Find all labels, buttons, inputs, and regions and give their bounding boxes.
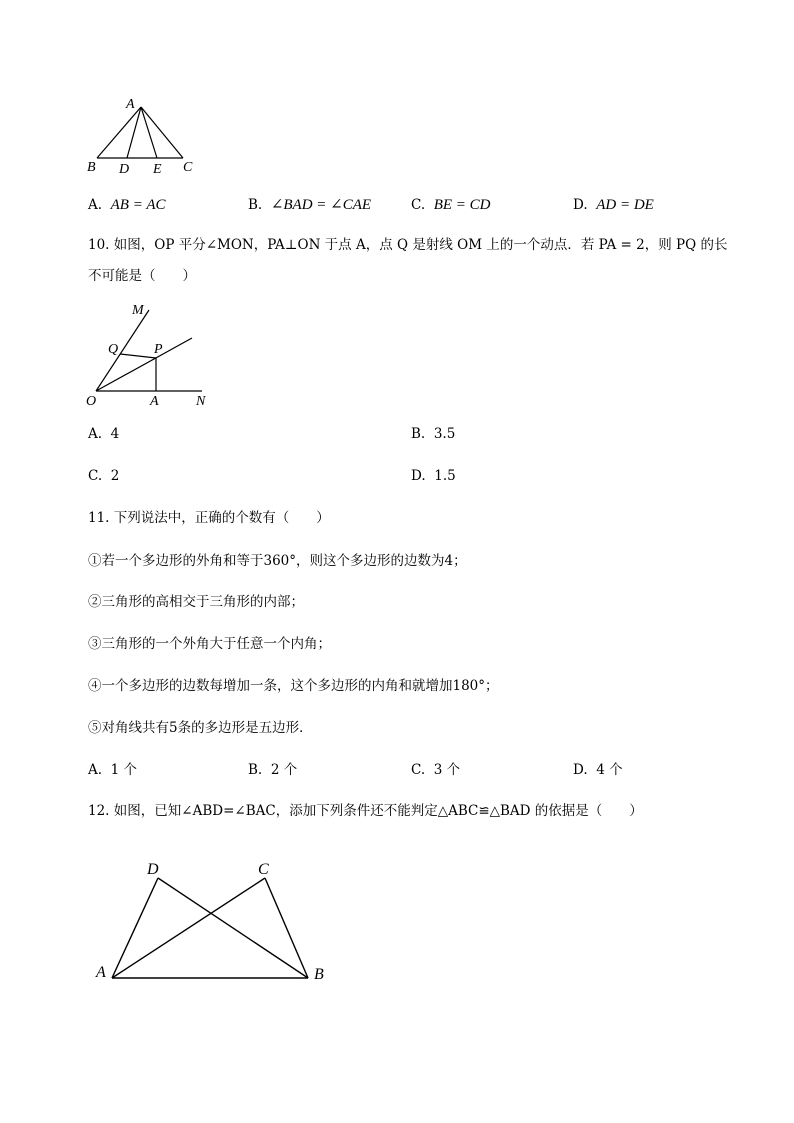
- q10-option-a[interactable]: [88, 424, 119, 444]
- label-a: A: [150, 394, 159, 409]
- label-p: P: [154, 342, 163, 357]
- label-m: M: [132, 303, 144, 318]
- option-value: 3 个: [433, 762, 461, 778]
- option-value: 2 个: [270, 762, 298, 778]
- option-letter: C.: [411, 197, 426, 213]
- label-c: C: [258, 861, 269, 878]
- option-value: 4 个: [596, 762, 623, 778]
- q10-stem-line2: 不可能是（ ）: [88, 268, 196, 284]
- option-value: 4: [110, 426, 120, 442]
- option-expr: BE = CD: [433, 197, 491, 213]
- q11-item-3: ③三角形的一个外角大于任意一个内角；: [88, 636, 331, 652]
- figure-q9: [85, 95, 205, 180]
- option-letter: B.: [248, 762, 263, 778]
- option-value: 3.5: [433, 426, 456, 442]
- q11-item-4: ④一个多边形的边数每增加一条，这个多边形的内角和就增加180°；: [88, 678, 499, 694]
- q9-option-b[interactable]: [248, 195, 371, 215]
- option-expr: AD = DE: [596, 197, 654, 213]
- label-d: D: [119, 162, 130, 177]
- figure-q12: [92, 855, 337, 990]
- option-expr: AB = AC: [110, 197, 166, 213]
- option-letter: D.: [573, 762, 588, 778]
- option-letter: D.: [411, 468, 426, 484]
- q10-option-c[interactable]: [88, 466, 119, 486]
- option-value: 1 个: [110, 762, 138, 778]
- q11-item-1: ①若一个多边形的外角和等于360°，则这个多边形的边数为4；: [88, 553, 467, 569]
- option-letter: B.: [411, 426, 426, 442]
- label-c: C: [183, 160, 193, 175]
- label-b: B: [314, 966, 324, 983]
- option-letter: B.: [248, 197, 263, 213]
- triangle-abc-figure: [85, 95, 205, 180]
- option-letter: C.: [411, 762, 426, 778]
- option-letter: C.: [88, 468, 103, 484]
- q11-option-a[interactable]: [88, 760, 137, 780]
- q9-option-a[interactable]: [88, 195, 165, 215]
- label-d: D: [147, 861, 159, 878]
- q10-option-d[interactable]: [411, 466, 456, 486]
- q11-option-b[interactable]: [248, 760, 297, 780]
- option-letter: A.: [88, 197, 103, 213]
- q11-item-5: ⑤对角线共有5条的多边形是五边形．: [88, 720, 313, 736]
- label-b: B: [87, 160, 96, 175]
- q10-stem-line1: 10. 如图，OP 平分∠MON，PA⊥ON 于点 A，点 Q 是射线 OM 上的一个动点．若 PA = 2，则 PQ 的长: [88, 237, 728, 253]
- crossed-triangles-figure: [92, 855, 337, 990]
- label-q: Q: [108, 342, 119, 357]
- option-letter: D.: [573, 197, 588, 213]
- option-value: 1.5: [434, 468, 456, 484]
- q11-option-d[interactable]: [573, 760, 623, 780]
- q9-option-d[interactable]: [573, 195, 654, 215]
- option-letter: A.: [88, 762, 103, 778]
- option-letter: A.: [88, 426, 103, 442]
- q12-stem: 12. 如图，已知∠ABD=∠BAC，添加下列条件还不能判定△ABC≌△BAD 的依据是（ ）: [88, 803, 643, 819]
- q10-option-b[interactable]: [411, 424, 455, 444]
- q11-option-c[interactable]: [411, 760, 460, 780]
- label-o: O: [86, 394, 97, 409]
- q9-option-c[interactable]: [411, 195, 491, 215]
- q11-stem: 11. 下列说法中，正确的个数有（ ）: [88, 510, 330, 526]
- label-n: N: [196, 394, 206, 409]
- label-a: A: [96, 964, 106, 981]
- label-a: A: [126, 97, 135, 112]
- option-value: 2: [110, 468, 120, 484]
- figure-q10: [82, 298, 212, 410]
- label-e: E: [153, 162, 162, 177]
- option-expr: ∠BAD = ∠CAE: [270, 197, 372, 213]
- q11-item-2: ②三角形的高相交于三角形的内部；: [88, 594, 304, 610]
- angle-bisector-figure: [82, 298, 212, 410]
